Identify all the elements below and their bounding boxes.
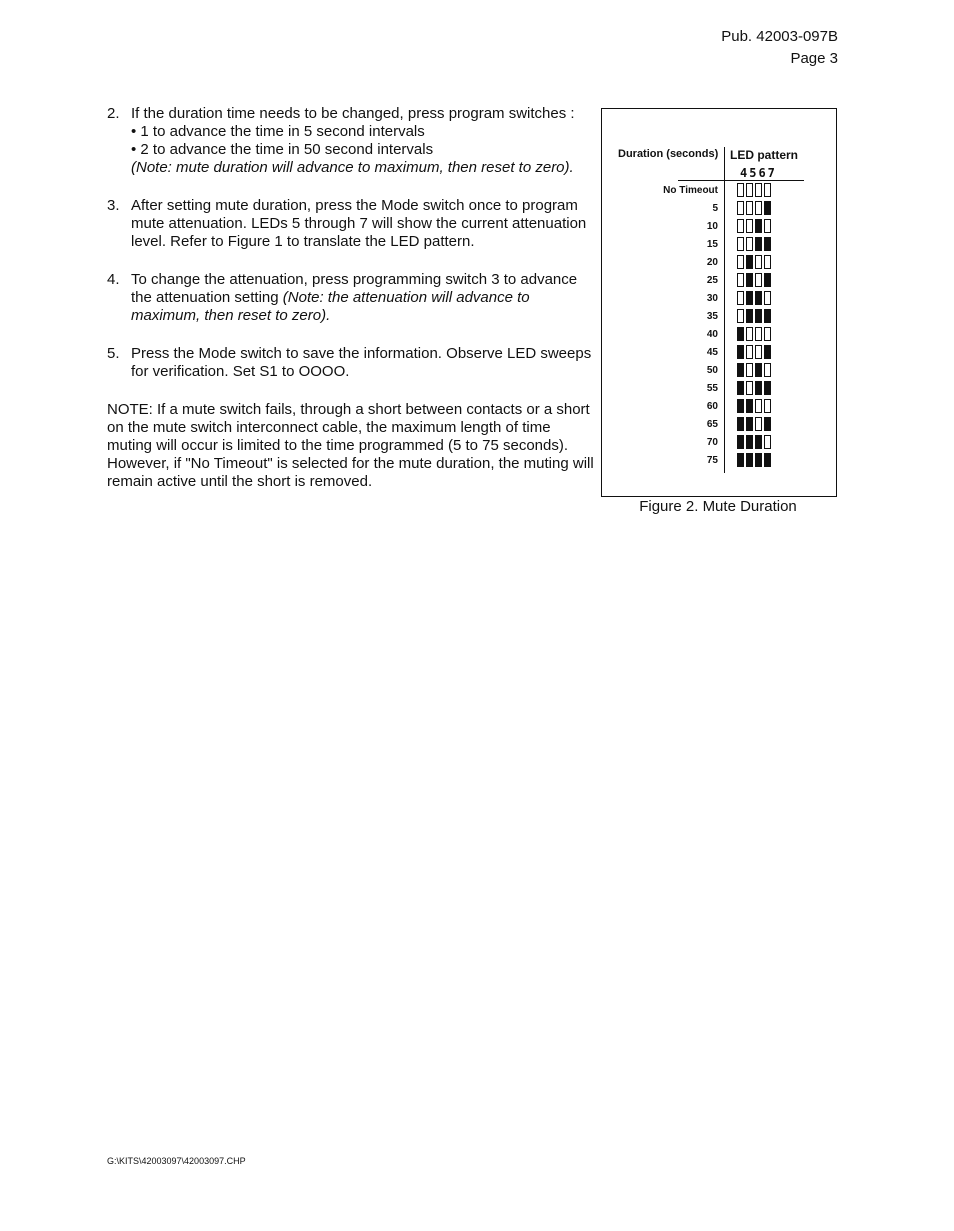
led-off-icon <box>755 255 762 269</box>
duration-row <box>602 307 836 325</box>
duration-label: 10 <box>706 221 718 232</box>
led-pattern <box>737 237 771 251</box>
led-on-icon <box>764 345 771 359</box>
led-pattern <box>737 219 771 233</box>
duration-row <box>602 415 836 433</box>
led-pattern <box>737 345 771 359</box>
step-text-main: To change the attenuation, press programming switch 3 to advance the attenuation setting <box>131 271 578 306</box>
led-pattern <box>737 201 771 215</box>
duration-label: 40 <box>706 329 718 340</box>
step-note: (Note: the attenuation will advance to maximum, then reset to zero). <box>131 289 530 324</box>
led-off-icon <box>755 345 762 359</box>
led-off-icon <box>764 435 771 449</box>
bullet-item: • 1 to advance the time in 5 second intervals <box>131 123 425 140</box>
duration-label: 70 <box>706 437 718 448</box>
step-4 <box>107 271 599 325</box>
duration-label: 15 <box>706 239 718 250</box>
led-on-icon <box>755 219 762 233</box>
led-off-icon <box>737 237 744 251</box>
led-off-icon <box>746 327 753 341</box>
led-off-icon <box>746 219 753 233</box>
step-number: 3. <box>107 197 120 214</box>
led-off-icon <box>737 255 744 269</box>
duration-row <box>602 361 836 379</box>
step-number: 5. <box>107 345 120 362</box>
duration-row <box>602 217 836 235</box>
duration-label: 75 <box>706 455 718 466</box>
led-on-icon <box>737 327 744 341</box>
led-pattern <box>737 255 771 269</box>
led-on-icon <box>764 417 771 431</box>
led-on-icon <box>737 363 744 377</box>
led-on-icon <box>755 435 762 449</box>
instruction-steps <box>107 105 599 491</box>
led-on-icon <box>737 417 744 431</box>
duration-row <box>602 343 836 361</box>
led-on-icon <box>764 453 771 467</box>
step-text <box>131 271 599 325</box>
duration-label: 50 <box>706 365 718 376</box>
duration-row <box>602 199 836 217</box>
step-3 <box>107 197 599 251</box>
duration-label: 35 <box>706 311 718 322</box>
led-on-icon <box>746 399 753 413</box>
duration-row <box>602 271 836 289</box>
led-on-icon <box>755 453 762 467</box>
led-off-icon <box>737 291 744 305</box>
led-off-icon <box>764 255 771 269</box>
step-number: 2. <box>107 105 120 122</box>
step-text: If the duration time needs to be changed, press program switches : <box>131 105 575 122</box>
led-off-icon <box>764 363 771 377</box>
step-2 <box>107 105 599 177</box>
duration-row <box>602 379 836 397</box>
led-pattern-column-header: LED pattern <box>730 148 799 162</box>
duration-label: 65 <box>706 419 718 430</box>
led-off-icon <box>764 399 771 413</box>
led-on-icon <box>764 381 771 395</box>
led-on-icon <box>746 435 753 449</box>
led-pattern <box>737 291 771 305</box>
duration-row <box>602 235 836 253</box>
duration-label: 5 <box>712 203 718 214</box>
led-on-icon <box>746 309 753 323</box>
duration-row <box>602 433 836 451</box>
led-off-icon <box>746 345 753 359</box>
duration-row <box>602 181 836 199</box>
led-pattern-table <box>602 181 836 469</box>
step-text: Press the Mode switch to save the information. Observe LED sweeps for verification. Set S1 to OOOO. <box>131 345 592 380</box>
led-pattern <box>737 183 771 197</box>
duration-label: 30 <box>706 293 718 304</box>
mute-duration-figure <box>601 108 837 497</box>
led-pattern <box>737 381 771 395</box>
page-number: Page 3 <box>790 50 838 67</box>
led-off-icon <box>737 273 744 287</box>
led-off-icon <box>764 183 771 197</box>
bullet-item: • 2 to advance the time in 50 second intervals <box>131 141 434 158</box>
led-on-icon <box>746 273 753 287</box>
led-on-icon <box>746 291 753 305</box>
led-off-icon <box>746 201 753 215</box>
led-on-icon <box>746 417 753 431</box>
led-off-icon <box>746 363 753 377</box>
led-off-icon <box>755 201 762 215</box>
led-on-icon <box>764 237 771 251</box>
led-off-icon <box>764 327 771 341</box>
duration-row <box>602 451 836 469</box>
duration-column-header: Duration (seconds) <box>618 148 719 160</box>
led-off-icon <box>764 219 771 233</box>
led-digit-labels: 4567 <box>740 166 777 180</box>
led-off-icon <box>746 237 753 251</box>
publication-number: Pub. 42003-097B <box>721 28 838 45</box>
led-on-icon <box>764 201 771 215</box>
led-off-icon <box>737 219 744 233</box>
led-pattern <box>737 417 771 431</box>
led-on-icon <box>764 309 771 323</box>
led-off-icon <box>755 399 762 413</box>
led-pattern <box>737 327 771 341</box>
led-on-icon <box>764 273 771 287</box>
led-off-icon <box>755 417 762 431</box>
led-on-icon <box>755 381 762 395</box>
duration-label: 45 <box>706 347 718 358</box>
led-on-icon <box>755 291 762 305</box>
led-on-icon <box>755 237 762 251</box>
file-path-footer: G:\KITS\42003097\42003097.CHP <box>107 1156 246 1166</box>
step-note: (Note: mute duration will advance to maximum, then reset to zero). <box>131 159 574 176</box>
led-on-icon <box>737 381 744 395</box>
page-header <box>721 26 838 70</box>
led-on-icon <box>737 453 744 467</box>
led-off-icon <box>746 183 753 197</box>
led-pattern <box>737 435 771 449</box>
led-off-icon <box>755 273 762 287</box>
duration-label: 25 <box>706 275 718 286</box>
note-paragraph: NOTE: If a mute switch fails, through a short between contacts or a short on the mute switch interconnect cable, the maximum length of time muting will occur is limited to the time programmed (5 to 75 seconds). However, if "No Timeout" is selected for the mute duration, the muting will remain active until the short is removed. <box>107 401 594 490</box>
led-on-icon <box>755 363 762 377</box>
led-pattern <box>737 273 771 287</box>
led-on-icon <box>737 345 744 359</box>
led-pattern <box>737 399 771 413</box>
led-on-icon <box>746 453 753 467</box>
led-off-icon <box>755 183 762 197</box>
led-on-icon <box>755 309 762 323</box>
duration-label: 20 <box>706 257 718 268</box>
led-on-icon <box>746 255 753 269</box>
duration-row <box>602 289 836 307</box>
led-off-icon <box>746 381 753 395</box>
led-pattern <box>737 363 771 377</box>
step-text: After setting mute duration, press the Mode switch once to program mute attenuation. LEDs 5 through 7 will show the current attenuation level. Refer to Figure 1 to translate the LED pattern. <box>131 197 587 250</box>
led-pattern <box>737 309 771 323</box>
figure-caption: Figure 2. Mute Duration <box>639 498 797 515</box>
duration-row <box>602 325 836 343</box>
step-number: 4. <box>107 271 120 288</box>
duration-label: No Timeout <box>663 185 718 196</box>
step-5 <box>107 345 599 381</box>
led-on-icon <box>737 399 744 413</box>
duration-label: 55 <box>706 383 718 394</box>
led-off-icon <box>737 183 744 197</box>
led-on-icon <box>737 435 744 449</box>
led-pattern <box>737 453 771 467</box>
duration-row <box>602 253 836 271</box>
led-off-icon <box>737 201 744 215</box>
duration-row <box>602 397 836 415</box>
led-off-icon <box>764 291 771 305</box>
led-off-icon <box>755 327 762 341</box>
duration-label: 60 <box>706 401 718 412</box>
led-off-icon <box>737 309 744 323</box>
